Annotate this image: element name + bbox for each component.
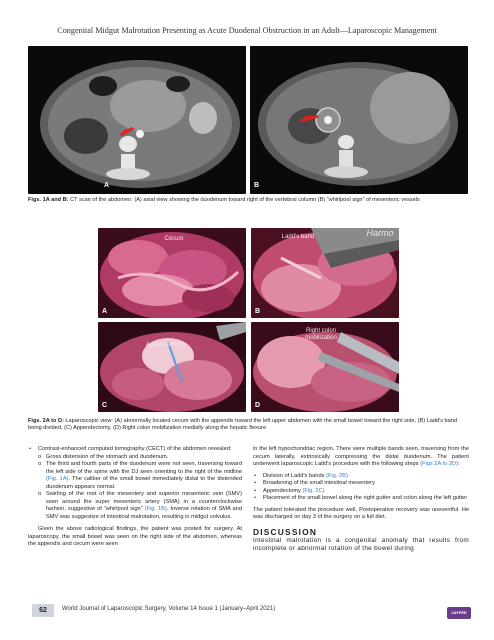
figure-1b-link[interactable]: (Fig. 1B) (144, 506, 167, 512)
finding-item-3 (28, 491, 242, 521)
left-column (28, 446, 242, 549)
procedure-text-end: : (458, 461, 460, 467)
finding-text-3: Swirling of the root of the mesentery and superior mesenteric vein (SMV) seen around the super mesenteric artery (SMA) in a counterclockwise fashion, suggestive of “whirlpool sign” (46, 491, 242, 512)
step-text-1: Division of Ladd's bands (263, 472, 327, 479)
sub-bullet-marker: o (38, 453, 42, 460)
jaypee-logo-icon: JAYPEE (447, 607, 471, 619)
discussion-heading: DISCUSSION (253, 526, 318, 537)
right-column (253, 446, 469, 553)
discussion-paragraph: Intestinal malrotation is a congenital anomaly that results from incomplete or abnormal rotation of the bowel during (253, 537, 469, 553)
figure-1a-link[interactable]: (Fig. 1A) (46, 476, 69, 482)
cecum-label: Cecum (164, 236, 184, 242)
step-item-1 (253, 473, 469, 481)
finding-paragraph-3 (46, 491, 242, 521)
laparoscopic-image-b (251, 228, 399, 318)
appendectomy-label: Appendectomy (145, 342, 187, 348)
step-item-3 (253, 488, 469, 496)
bullet-marker: • (254, 480, 256, 486)
bullet-marker: • (254, 495, 256, 501)
procedure-text: in the left hypochondriac region. There were multiple bands seen, traversing from the cecum laterally, extrinsically compressing the distal duodenum. The patient underwent laparoscopic Ladd's procedure with the following steps (253, 446, 469, 467)
figure-1-caption (28, 197, 468, 204)
panel-letter-2c: C (102, 402, 108, 409)
laparoscopic-image-d (251, 322, 399, 412)
laparoscopic-image-c (98, 322, 246, 412)
step-item-4 (253, 495, 469, 503)
bullet-marker: • (254, 487, 256, 494)
finding-text-2-tail: . The caliber of the small bowel immediately distal to the distended duodenum appears normal. (46, 476, 242, 490)
finding-paragraph-2 (46, 461, 242, 491)
finding-text-1: Gross distension of the stomach and duodenum. (46, 453, 169, 460)
panel-letter-b: B (254, 182, 260, 189)
step-text-4: Placement of the small bowel along the right gutter and colon along the left gutter (263, 495, 468, 501)
laparoscopic-image-a (98, 228, 246, 318)
panel-letter-2d: D (255, 402, 261, 409)
finding-text-3-tail: . Inverse relation of SMA and SMV was suggestive of intestinal malrotation, resulting in midgut volvulus. (46, 506, 243, 520)
figure-1-caption-label: Figs. 1A and B: (28, 197, 69, 203)
finding-item-1 (28, 454, 242, 462)
harmonic-brand-label: Harmo (366, 228, 394, 238)
page-number: 62 (32, 604, 54, 617)
right-colon-mobilization-label: Right colon mobilization (305, 328, 337, 341)
bullet-marker: • (29, 446, 31, 452)
bullet-marker: • (254, 472, 256, 479)
procedure-paragraph (253, 446, 469, 469)
finding-text-2: The third and fourth parts of the duodenum were not seen, traversing toward the left side of the spine with the DJ seen orienting to the right of the midline (46, 461, 242, 475)
findings-bullet (28, 446, 242, 454)
journal-footer: World Journal of Laparoscopic Surgery, Volume 14 Issue 1 (January–April 2021) (62, 606, 276, 612)
figure-2-caption (28, 418, 470, 432)
figure-2-link[interactable]: (Figs 2A to 2D) (420, 461, 459, 467)
step-text-3: Appendectomy (263, 487, 303, 494)
figure-2-caption-label: Figs. 2A to D: (28, 418, 64, 424)
finding-item-2 (28, 461, 242, 491)
panel-letter-a: A (104, 182, 110, 189)
step-paragraph-1 (263, 473, 469, 481)
step-paragraph-3 (263, 488, 469, 496)
panel-letter-2b: B (255, 308, 261, 315)
ladds-band-label: Ladd's band (281, 234, 315, 240)
sub-bullet-marker: o (38, 491, 42, 497)
running-head: Congenital Midgut Malrotation Presenting as Acute Duodenal Obstruction in an Adult—Laparoscopic Management (57, 26, 437, 35)
step-item-2 (253, 480, 469, 488)
recovery-paragraph: The patient tolerated the procedure well. Postoperative recovery was uneventful. He was discharged on day 3 of the surgery on a full diet. (253, 506, 469, 520)
panel-letter-2a: A (102, 308, 108, 315)
ct-scan-image-b (250, 46, 468, 194)
figure-2c-link[interactable]: (Fig. 2C) (302, 487, 325, 494)
figure-2b-link[interactable]: (Fig. 2B) (326, 472, 348, 479)
step-text-2: Broadening of the small intestinal mesentery (263, 480, 375, 486)
figure-2-caption-text: Laparoscopic view: (A) abnormally located cecum with the appendix toward the left upper abdomen with the small bowel toward the right side, (B) Ladd's band being divided, (C) Appendectomy, (D) Right colon mobilization medially along the hepatic flexure (28, 418, 457, 431)
figure-1-caption-text: CT scan of the abdomen: (A) axial view showing the duodenum toward right of the vertebral column (B) “whirlpool sign” of mesenteric vessels (68, 197, 420, 203)
findings-intro: Contrast-enhanced computed tomography (CECT) of the abdomen revealed: (38, 446, 232, 452)
sub-bullet-marker: o (38, 461, 42, 467)
surgery-paragraph: Given the above radiological findings, the patient was posted for surgery. At laparoscopy, the small bowel was seen on the right side of the abdomen, whereas the appendix and cecum were seen (28, 526, 242, 547)
ct-scan-image-a (28, 46, 246, 194)
